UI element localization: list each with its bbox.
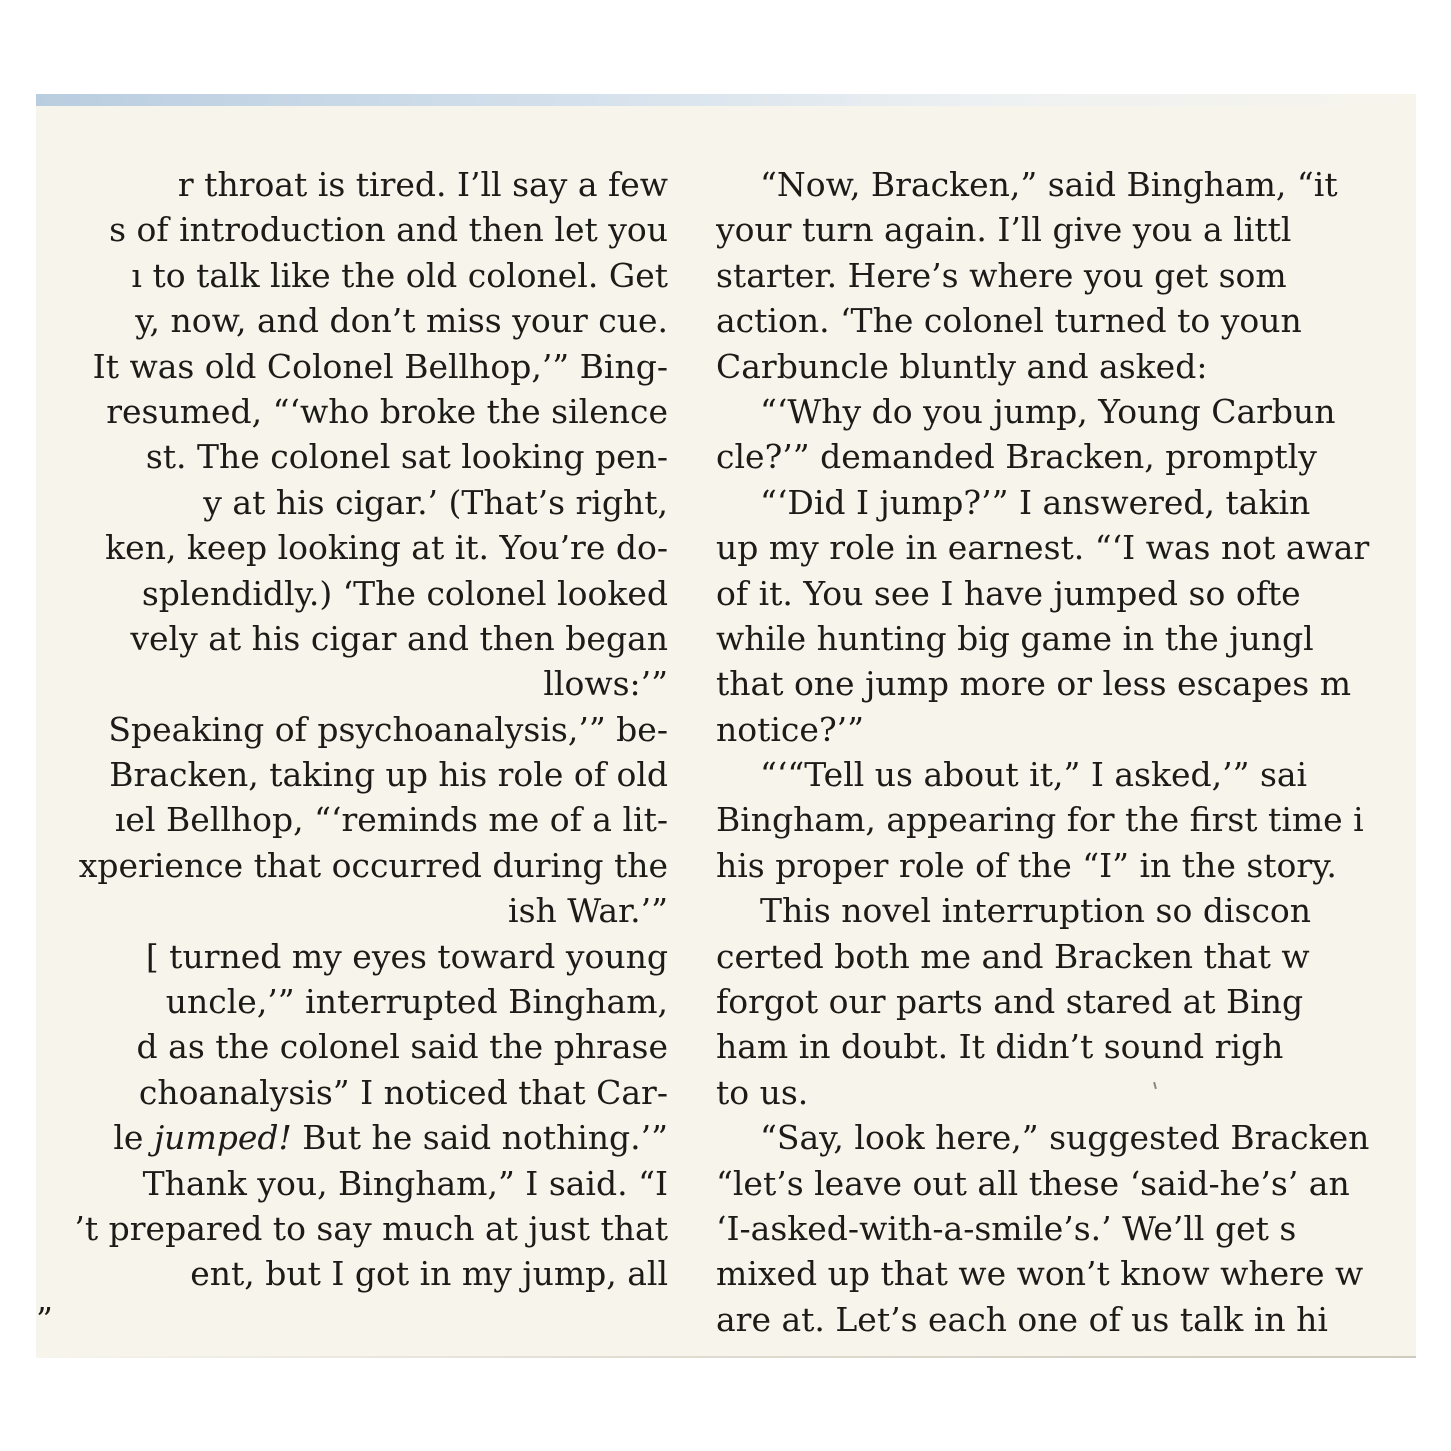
book-page-scan	[36, 94, 1416, 1358]
text-line: your turn again. I’ll give you a littl	[716, 210, 1292, 250]
text-line: “‘Why do you jump, Young Carbun	[760, 391, 1336, 431]
page-top-edge-shadow	[36, 94, 1416, 106]
text-line: r throat is tired. I’ll say a few	[177, 165, 668, 204]
text-line: splendidly.) ‘The colonel looked	[141, 573, 668, 613]
text-line: ”	[36, 1299, 53, 1339]
text-line: ham in doubt. It didn’t sound righ	[716, 1027, 1284, 1067]
text-line: ken, keep looking at it. You’re do-	[105, 528, 668, 568]
text-line: certed both me and Bracken that w	[716, 936, 1310, 976]
text-line: This novel interruption so discon	[760, 891, 1312, 931]
text-line: that one jump more or less escapes m	[716, 664, 1351, 704]
text-line: ıel Bellhop, “‘reminds me of a lit-	[114, 800, 668, 840]
text-line: uncle,’” interrupted Bingham,	[165, 982, 668, 1022]
text-line: xperience that occurred during the	[78, 845, 668, 885]
right-text-column	[716, 162, 1416, 1342]
text-fragment: But he said nothing.’”	[291, 1118, 668, 1158]
italic-word: jumped!	[153, 1118, 292, 1158]
text-line: st. The colonel sat looking pen-	[145, 437, 668, 477]
text-line-with-italic	[36, 1115, 668, 1160]
text-line: action. ‘The colonel turned to youn	[716, 301, 1302, 341]
text-line: his proper role of the “I” in the story.	[716, 845, 1337, 885]
text-line: d as the colonel said the phrase	[136, 1027, 668, 1067]
text-line: ‘I-asked-with-a-smile’s.’ We’ll get s	[716, 1208, 1297, 1248]
text-line: ’t prepared to say much at just that	[74, 1208, 668, 1248]
text-line: cle?’” demanded Bracken, promptly	[716, 437, 1317, 477]
text-line: are at. Let’s each one of us talk in hi	[716, 1299, 1328, 1339]
text-line: starter. Here’s where you get som	[716, 255, 1287, 295]
text-line: ish War.’”	[508, 891, 668, 931]
text-line: “‘“Tell us about it,” I asked,’” sai	[760, 755, 1308, 795]
text-line: forgot our parts and stared at Bing	[716, 982, 1304, 1022]
text-line: Carbuncle bluntly and asked:	[716, 346, 1208, 386]
text-line: [ turned my eyes toward young	[145, 936, 668, 976]
text-line: resumed, “‘who broke the silence	[106, 391, 668, 431]
text-line: y, now, and don’t miss your cue.	[135, 301, 668, 341]
text-line: “Say, look here,” suggested Bracken	[760, 1118, 1370, 1158]
text-line: notice?’”	[716, 709, 865, 749]
text-line: up my role in earnest. “‘I was not awar	[716, 528, 1370, 568]
text-fragment: le	[113, 1118, 154, 1158]
text-line: mixed up that we won’t know where w	[716, 1254, 1364, 1294]
text-line: while hunting big game in the jungl	[716, 618, 1314, 658]
text-line: It was old Colonel Bellhop,’” Bing-	[92, 346, 668, 386]
text-line: y at his cigar.’ (That’s right,	[203, 482, 668, 522]
text-line: Speaking of psychoanalysis,’” be-	[108, 709, 668, 749]
text-line: of it. You see I have jumped so ofte	[716, 573, 1301, 613]
text-line: “Now, Bracken,” said Bingham, “it	[760, 165, 1338, 204]
text-line: Bracken, taking up his role of old	[109, 755, 668, 795]
text-line: to us.	[716, 1072, 809, 1112]
text-line: s of introduction and then let you	[109, 210, 668, 250]
left-text-column	[36, 162, 668, 1342]
text-line: Thank you, Bingham,” I said. “I	[142, 1163, 668, 1203]
text-line: “‘Did I jump?’” I answered, takin	[760, 482, 1311, 522]
page-bottom-edge	[36, 1356, 1416, 1358]
text-line: “let’s leave out all these ‘said-he’s’ an	[716, 1163, 1350, 1203]
text-line: Bingham, appearing for the first time i	[716, 800, 1364, 840]
text-line: llows:’”	[543, 664, 668, 704]
text-line: vely at his cigar and then began	[130, 618, 668, 658]
text-line: ı to talk like the old colonel. Get	[131, 255, 668, 295]
text-line: choanalysis” I noticed that Car-	[138, 1072, 668, 1112]
text-line: ent, but I got in my jump, all	[190, 1254, 668, 1294]
